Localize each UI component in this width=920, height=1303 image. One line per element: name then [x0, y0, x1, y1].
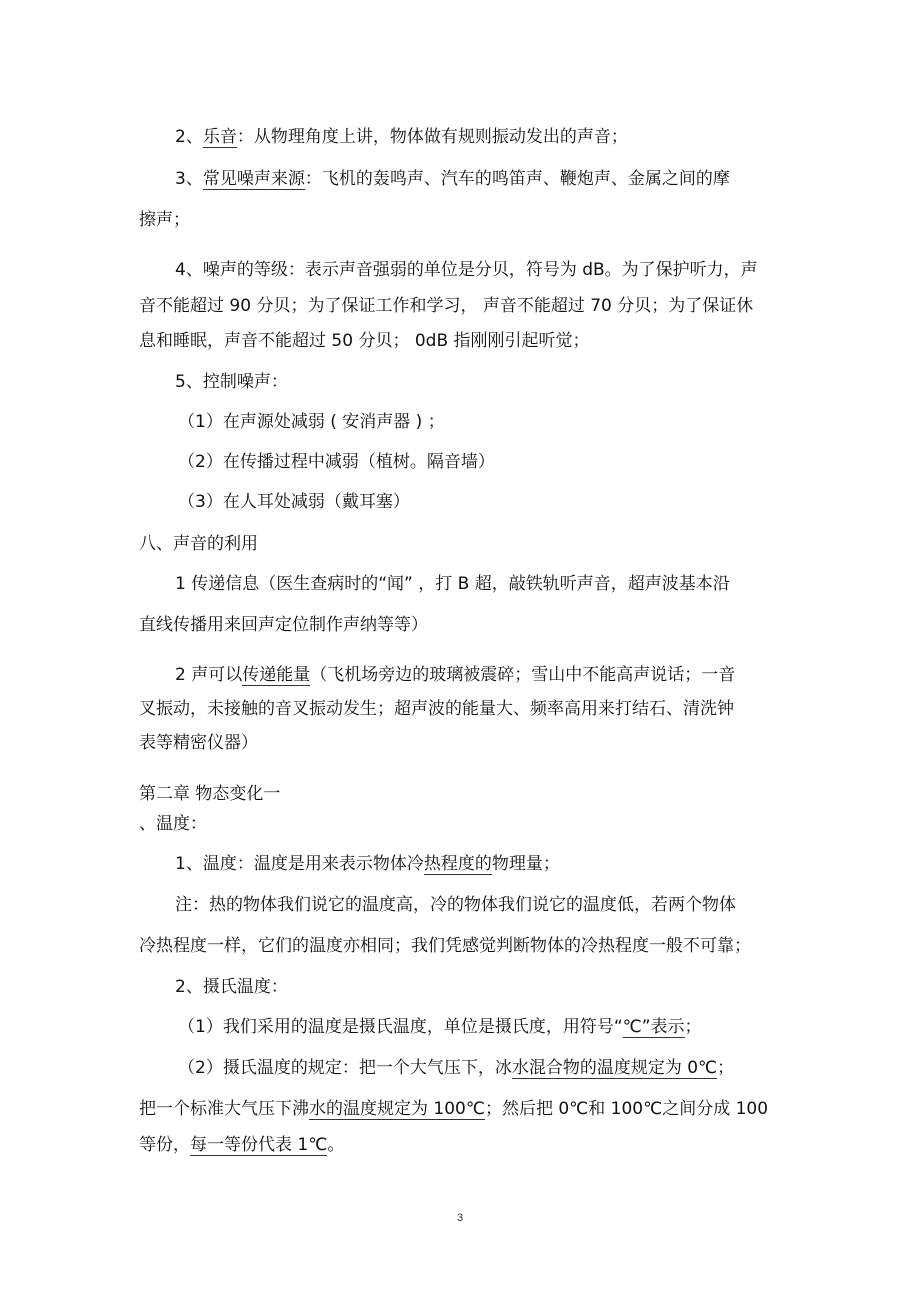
term-ice-water: 水混合物的温度规定为 0℃ [511, 1058, 718, 1078]
transmit-energy-line1 [175, 663, 735, 687]
noise-levels-line2: 音不能超过 90 分贝；为了保证工作和学习， 声音不能超过 70 分贝；为了保证休 [139, 296, 754, 316]
control-item-2: （2）在传播过程中减弱（植树。隔音墙） [178, 452, 495, 472]
noise-sources-cont: 擦声； [139, 210, 190, 230]
temperature-definition [175, 852, 560, 876]
celsius-line-3 [139, 1097, 768, 1121]
c2-text: （2）摄氏温度的规定：把一个大气压下，冰 [178, 1058, 512, 1078]
celsius-title: 2、摄氏温度： [175, 977, 288, 997]
term-hot-degree: 热程度的 [423, 854, 492, 874]
chapter-title: 第二章 物态变化一 [139, 784, 281, 804]
c1-end: ； [684, 1017, 702, 1037]
term-noise-sources: 常见噪声来源 [202, 169, 305, 189]
def-prefix: 1、温度：温度是用来表示物体冷 [175, 854, 424, 874]
c2-end: ； [717, 1058, 735, 1078]
noise-levels-line3: 息和睡眠，声音不能超过 50 分贝； 0dB 指刚刚引起听觉； [139, 331, 590, 351]
energy-text: （飞机场旁边的玻璃被震碎；雪山中不能高声说话；一音 [310, 665, 736, 685]
item-number: 3、 [175, 169, 203, 189]
music-definition [175, 125, 628, 149]
term-boiling: 水的温度规定为 100℃ [309, 1099, 485, 1119]
definition-text: ：从物理角度上讲，物体做有规则振动发出的声音； [236, 127, 628, 147]
page-number: 3 [456, 1212, 464, 1224]
control-item-3: （3）在人耳处减弱（戴耳塞） [178, 492, 410, 512]
section-temperature: 、温度： [139, 814, 207, 834]
term-one-degree: 每一等份代表 1℃ [190, 1135, 328, 1155]
transmit-energy-line3: 表等精密仪器） [139, 733, 258, 753]
control-item-1: （1）在声源处减弱 ( 安消声器 ) ； [178, 412, 445, 432]
item-number: 2、 [175, 127, 203, 147]
note-line2: 冷热程度一样，它们的温度亦相同；我们凭感觉判断物体的冷热程度一般不可靠； [139, 936, 751, 956]
celsius-line-4 [139, 1133, 344, 1157]
section-heading-sound-use: 八、声音的利用 [139, 534, 258, 554]
celsius-item-1 [178, 1015, 702, 1039]
c4-text: 等份， [139, 1135, 190, 1155]
sources-text: ：飞机的轰鸣声、汽车的鸣笛声、鞭炮声、金属之间的摩 [304, 169, 730, 189]
control-noise-title: 5、控制噪声： [175, 372, 288, 392]
term-music: 乐音 [202, 127, 237, 147]
term-energy: 传递能量 [242, 665, 311, 685]
transmit-info-line2: 直线传播用来回声定位制作声纳等等） [139, 615, 428, 635]
term-symbol: ℃”表示 [622, 1017, 685, 1037]
celsius-item-2 [178, 1056, 734, 1080]
energy-prefix: 2 声可以 [175, 665, 243, 685]
c4-end: 。 [327, 1135, 345, 1155]
def-suffix: 物理量； [491, 854, 560, 874]
c3-text: 把一个标准大气压下沸 [139, 1099, 309, 1119]
transmit-energy-line2: 叉振动，未接触的音叉振动发生；超声波的能量大、频率高用来打结石、清洗钟 [139, 699, 734, 719]
transmit-info-line1: 1 传递信息（医生查病时的“闻” ，打 B 超，敲铁轨听声音，超声波基本沿 [175, 574, 730, 594]
noise-sources [175, 167, 730, 191]
c1-text: （1）我们采用的温度是摄氏温度，单位是摄氏度，用符号“ [178, 1017, 623, 1037]
note-line1: 注：热的物体我们说它的温度高，冷的物体我们说它的温度低，若两个物体 [175, 895, 736, 915]
noise-levels-line1: 4、噪声的等级：表示声音强弱的单位是分贝，符号为 dB。为了保护听力，声 [175, 260, 758, 280]
c3-rest: ；然后把 0℃和 100℃之间分成 100 [484, 1099, 769, 1119]
